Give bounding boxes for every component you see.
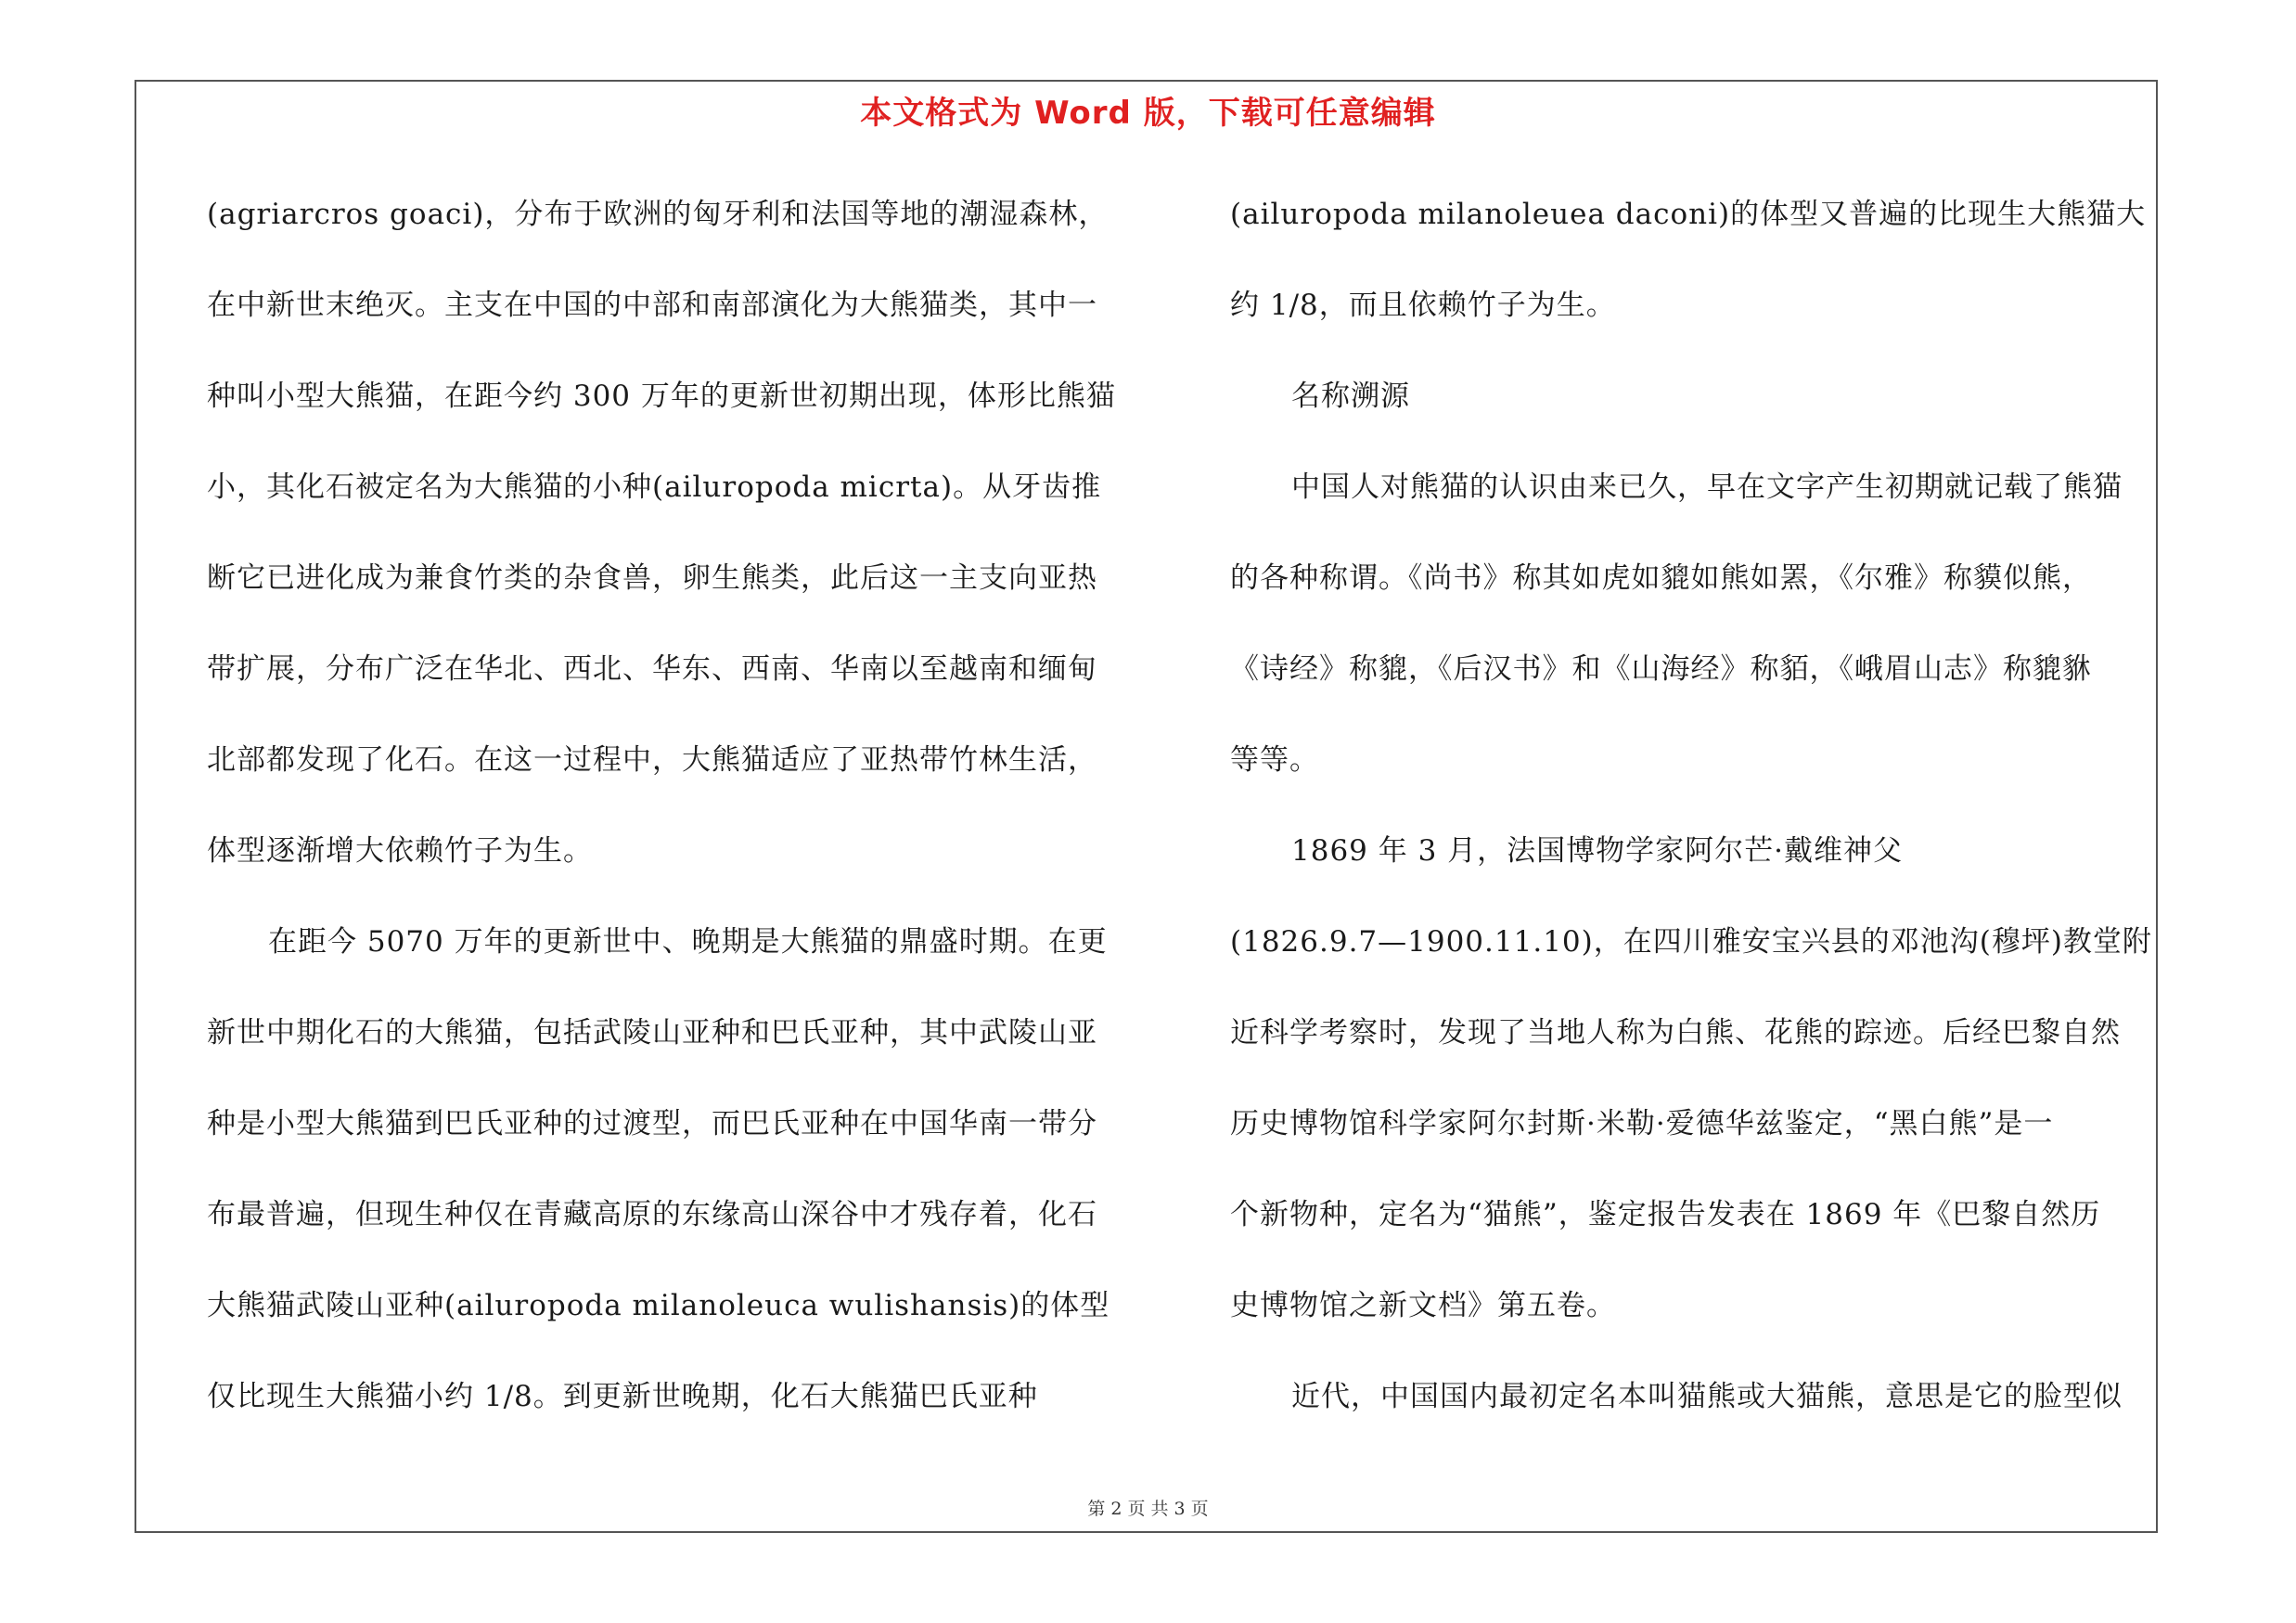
text-line: 史博物馆之新文档》第五卷。 [1230, 1289, 1616, 1322]
text-line: 小，其化石被定名为大熊猫的小种(ailuropoda micrta)。从牙齿推 [207, 470, 1102, 504]
text-line: 布最普遍，但现生种仅在青藏高原的东缘高山深谷中才残存着，化石 [207, 1198, 1097, 1231]
section-heading: 名称溯源 [1291, 380, 1410, 413]
text-line: 仅比现生大熊猫小约 1/8。到更新世晚期，化石大熊猫巴氏亚种 [207, 1380, 1038, 1413]
text-line: 在中新世末绝灭。主支在中国的中部和南部演化为大熊猫类，其中一 [207, 289, 1097, 322]
text-line: (ailuropoda milanoleuea daconi)的体型又普遍的比现生大熊猫大 [1230, 198, 2147, 231]
text-line: 历史博物馆科学家阿尔封斯·米勒·爱德华兹鉴定，“黑白熊”是一 [1230, 1107, 2054, 1140]
paragraph-start-line: 中国人对熊猫的认识由来已久，早在文字产生初期就记载了熊猫 [1291, 470, 2123, 504]
text-line: 约 1/8，而且依赖竹子为生。 [1230, 289, 1616, 322]
text-line: 的各种称谓。《尚书》称其如虎如貔如熊如罴，《尔雅》称貘似熊， [1230, 561, 2092, 595]
text-line: (1826.9.7—1900.11.10)，在四川雅安宝兴县的邓池沟(穆坪)教堂附 [1230, 925, 2152, 959]
right-column [1230, 182, 2213, 1455]
text-line: 等等。 [1230, 743, 1319, 777]
paragraph-start-line: 近代，中国国内最初定名本叫猫熊或大猫熊，意思是它的脸型似 [1291, 1380, 2123, 1413]
text-line: 断它已进化成为兼食竹类的杂食兽，卵生熊类，此后这一主支向亚热 [207, 561, 1097, 595]
text-line: 带扩展，分布广泛在华北、西北、华东、西南、华南以至越南和缅甸 [207, 652, 1097, 686]
text-line: 个新物种，定名为“猫熊”，鉴定报告发表在 1869 年《巴黎自然历 [1230, 1198, 2101, 1231]
text-line: 《诗经》称貔，《后汉书》和《山海经》称貊，《峨眉山志》称貔貅 [1230, 652, 2092, 686]
left-column [207, 182, 1181, 1455]
text-line: 种是小型大熊猫到巴氏亚种的过渡型，而巴氏亚种在中国华南一带分 [207, 1107, 1097, 1140]
paragraph-start-line: 1869 年 3 月，法国博物学家阿尔芒·戴维神父 [1291, 834, 1904, 868]
paragraph-start-line: 在距今 5070 万年的更新世中、晚期是大熊猫的鼎盛时期。在更 [268, 925, 1108, 959]
text-line: 大熊猫武陵山亚种(ailuropoda milanoleuca wulishansis)的体型 [207, 1289, 1110, 1322]
format-banner: 本文格式为 Word 版，下载可任意编辑 [860, 95, 1436, 132]
text-line: 近科学考察时，发现了当地人称为白熊、花熊的踪迹。后经巴黎自然 [1230, 1016, 2121, 1050]
text-line: 北部都发现了化石。在这一过程中，大熊猫适应了亚热带竹林生活， [207, 743, 1097, 777]
text-line: (agriarcros goaci)，分布于欧洲的匈牙利和法国等地的潮湿森林， [207, 198, 1109, 231]
text-line: 种叫小型大熊猫，在距今约 300 万年的更新世初期出现，体形比熊猫 [207, 380, 1116, 413]
text-line: 新世中期化石的大熊猫，包括武陵山亚种和巴氏亚种，其中武陵山亚 [207, 1016, 1097, 1050]
text-line: 体型逐渐增大依赖竹子为生。 [207, 834, 593, 868]
page-number: 第 2 页 共 3 页 [1087, 1499, 1209, 1519]
